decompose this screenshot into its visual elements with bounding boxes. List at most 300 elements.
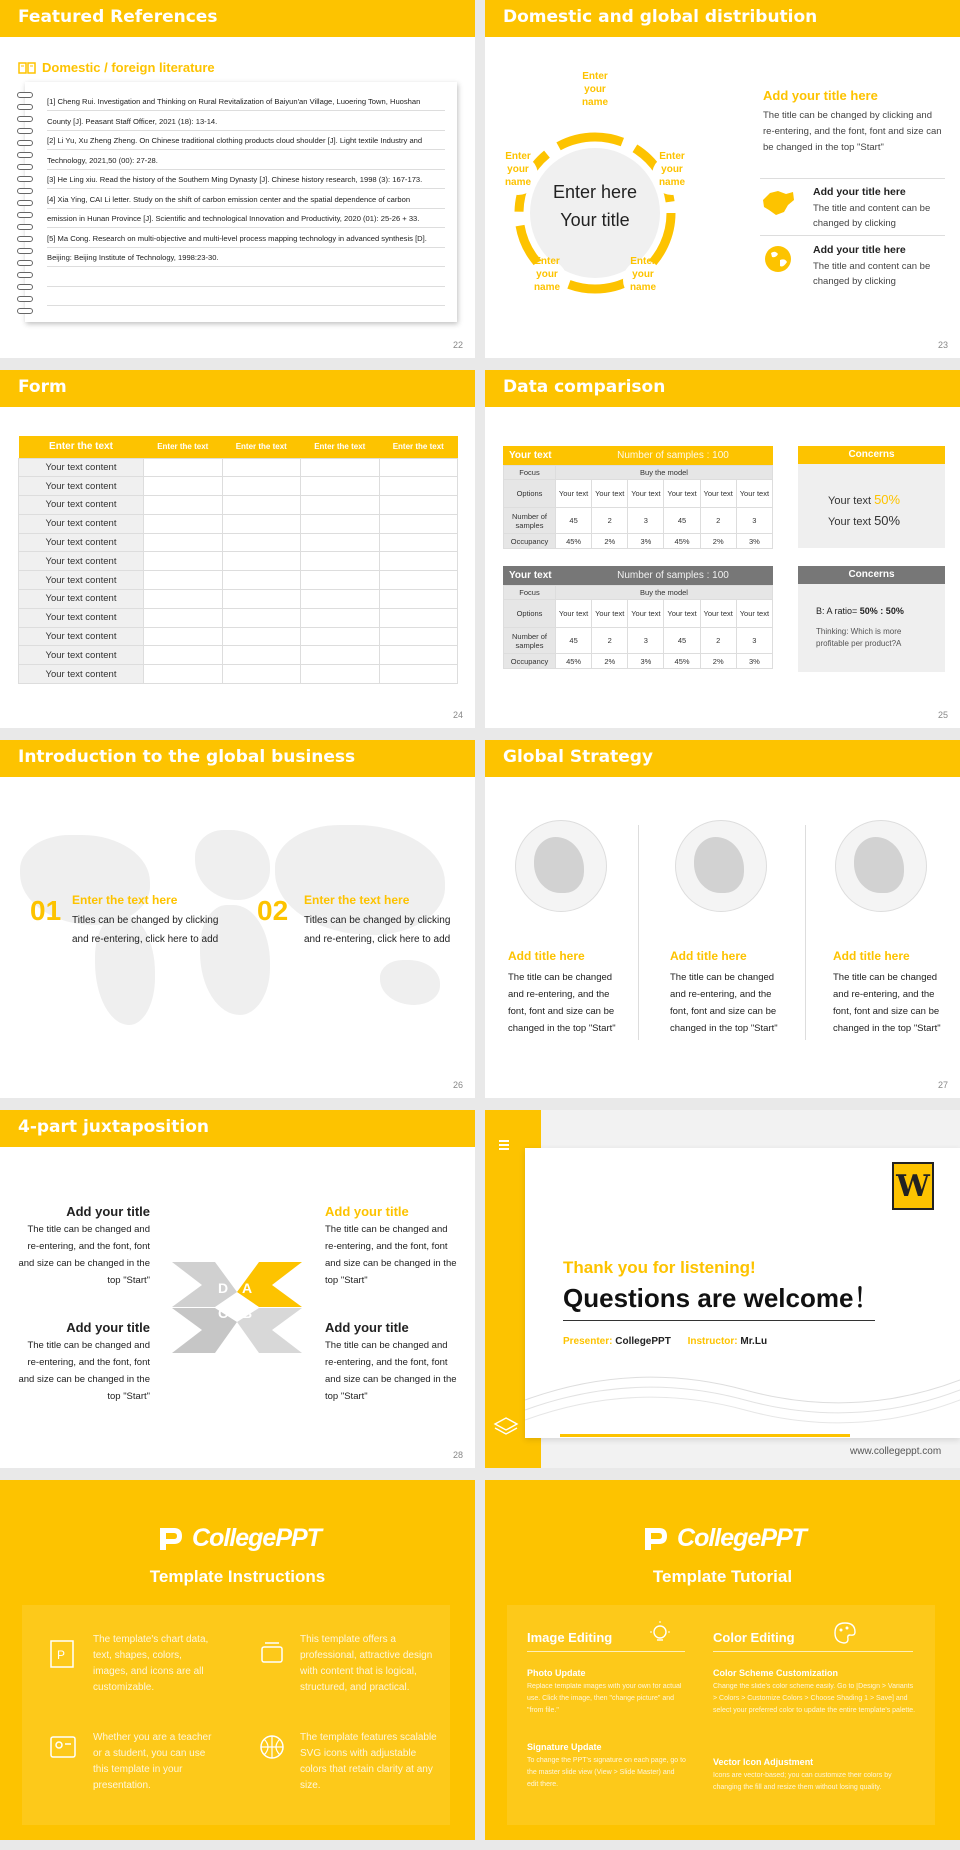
row-label-cell[interactable]: Your text content bbox=[19, 665, 144, 684]
data-cell: 2% bbox=[700, 534, 736, 549]
page-number: 23 bbox=[937, 340, 948, 350]
data-cell: Focus bbox=[504, 466, 556, 480]
row-label-cell[interactable]: Your text content bbox=[19, 608, 144, 627]
center-line-1: Enter here bbox=[552, 182, 638, 202]
reference-line bbox=[47, 287, 445, 306]
table-cell[interactable] bbox=[144, 496, 223, 515]
table-cell[interactable] bbox=[379, 477, 458, 496]
page-number: 28 bbox=[452, 1450, 463, 1460]
cycle-node-word: your bbox=[584, 84, 606, 95]
spiral-ring bbox=[17, 236, 33, 242]
column-header: Enter the text bbox=[222, 436, 301, 458]
ratio-value: 50% : 50% bbox=[859, 606, 904, 616]
col-1-title: Add title here bbox=[508, 949, 585, 963]
divider bbox=[527, 1651, 685, 1652]
letter-b: B bbox=[242, 1305, 253, 1321]
data-cell: 2% bbox=[700, 654, 736, 669]
mesh-wave-decoration bbox=[525, 1340, 960, 1435]
menu-icon bbox=[499, 1140, 509, 1142]
table-cell[interactable] bbox=[301, 627, 380, 646]
table-cell[interactable] bbox=[144, 665, 223, 684]
concerns-card-2 bbox=[798, 566, 945, 672]
globe-image bbox=[515, 820, 607, 912]
spiral-ring bbox=[17, 152, 33, 158]
palette-icon bbox=[832, 1620, 858, 1646]
table-cell[interactable] bbox=[222, 665, 301, 684]
instructor-label: Instructor: bbox=[687, 1336, 738, 1347]
table-row bbox=[19, 496, 458, 515]
data-cell: 45% bbox=[556, 654, 592, 669]
collegeppt-logo-icon bbox=[154, 1522, 186, 1554]
data-cell: 45 bbox=[664, 628, 700, 654]
reference-line: Beijing: Beijing Institute of Technology, 1998:23-30. bbox=[47, 248, 445, 267]
row-label-cell[interactable]: Your text content bbox=[19, 458, 144, 477]
spiral-ring bbox=[17, 140, 33, 146]
section-text: Replace template images with your own for actual use. Click the image, then "change picture" and "from file." bbox=[527, 1683, 682, 1714]
table-cell[interactable] bbox=[379, 646, 458, 665]
data-table bbox=[503, 585, 773, 669]
table-cell[interactable] bbox=[301, 458, 380, 477]
cycle-node bbox=[618, 255, 668, 294]
cycle-node-word: your bbox=[507, 164, 529, 175]
item-1-desc: The title and content can be changed by clicking bbox=[813, 203, 931, 229]
table-cell[interactable] bbox=[144, 571, 223, 590]
table-cell[interactable] bbox=[222, 608, 301, 627]
globe-image bbox=[675, 820, 767, 912]
cycle-node-word: name bbox=[658, 177, 686, 188]
data-cell: 3% bbox=[736, 534, 772, 549]
slide-title: Featured References bbox=[0, 0, 475, 37]
data-cell: 2% bbox=[592, 654, 628, 669]
table-cell[interactable] bbox=[222, 646, 301, 665]
table-cell[interactable] bbox=[379, 590, 458, 609]
sample-count: Number of samples : 100 bbox=[617, 450, 729, 461]
divider bbox=[760, 178, 945, 179]
table-row bbox=[19, 571, 458, 590]
data-cell: Your text bbox=[556, 480, 592, 508]
data-cell: Occupancy bbox=[504, 534, 556, 549]
spiral-ring bbox=[17, 92, 33, 98]
spiral-ring bbox=[17, 212, 33, 218]
collegeppt-logo-icon bbox=[639, 1522, 671, 1554]
data-cell: Buy the model bbox=[556, 586, 773, 600]
data-table-label: Your text bbox=[509, 570, 552, 581]
instructor-name: Mr.Lu bbox=[740, 1336, 768, 1347]
concern-value-1: 50% bbox=[874, 492, 901, 507]
reference-paper bbox=[25, 82, 457, 322]
slide-26[interactable] bbox=[0, 740, 475, 1098]
column-header: Enter the text bbox=[19, 436, 144, 458]
table-cell[interactable] bbox=[301, 477, 380, 496]
concern-label-1: Your text bbox=[828, 495, 872, 507]
item-1-desc: The title can be changed and re-entering, and the font, font and size can be changed in the top "Start" bbox=[18, 1224, 150, 1286]
spiral-ring bbox=[17, 188, 33, 194]
lightbulb-icon bbox=[647, 1620, 673, 1648]
data-cell: Options bbox=[504, 600, 556, 628]
cycle-node-word: your bbox=[536, 269, 558, 280]
column-header: Enter the text bbox=[144, 436, 223, 458]
ratio-row bbox=[816, 606, 904, 616]
table-row bbox=[19, 514, 458, 533]
item-3-desc: The title can be changed and re-entering, and the font, font and size can be changed in the top "Start" bbox=[18, 1340, 150, 1402]
table-row bbox=[19, 552, 458, 571]
cycle-node-word: name bbox=[533, 282, 561, 293]
cycle-node-word: your bbox=[661, 164, 683, 175]
color-scheme-section bbox=[713, 1668, 918, 1717]
section-title: Photo Update bbox=[527, 1668, 586, 1678]
table-cell[interactable] bbox=[301, 514, 380, 533]
spiral-ring bbox=[17, 284, 33, 290]
form-table bbox=[18, 436, 458, 684]
divider bbox=[638, 825, 639, 1040]
spiral-ring bbox=[17, 164, 33, 170]
data-cell: 45 bbox=[556, 508, 592, 534]
book-icon bbox=[18, 62, 36, 74]
table-cell[interactable] bbox=[144, 552, 223, 571]
table-row bbox=[19, 477, 458, 496]
w-logo: W bbox=[892, 1162, 934, 1210]
concern-label-2: Your text bbox=[828, 516, 872, 528]
table-cell[interactable] bbox=[379, 514, 458, 533]
right-title: Add your title here bbox=[763, 88, 878, 103]
concerns-title: Concerns bbox=[798, 566, 945, 584]
data-cell: 3 bbox=[628, 508, 664, 534]
table-cell[interactable] bbox=[301, 665, 380, 684]
divider bbox=[713, 1651, 913, 1652]
questions-text: Questions are welcome！ bbox=[563, 1283, 880, 1313]
basketball-icon bbox=[258, 1733, 286, 1761]
table-cell[interactable] bbox=[301, 533, 380, 552]
section-text: To change the PPT's signature on each page, go to the master slide view (View > Slide Master) and edit there. bbox=[527, 1757, 686, 1788]
presenter-row bbox=[563, 1336, 767, 1347]
row-label-cell[interactable]: Your text content bbox=[19, 477, 144, 496]
item-1-number: 01 bbox=[30, 895, 62, 926]
data-cell: 3 bbox=[736, 628, 772, 654]
data-cell: 3 bbox=[628, 628, 664, 654]
reference-line: [5] Ma Cong. Research on multi-objective and multi-level process mapping technology in advanced synthesis [D]. bbox=[47, 229, 445, 248]
cycle-node-word: Enter bbox=[534, 256, 560, 267]
instruction-1: The template's chart data, text, shapes, colors, images, and icons are all customizable. bbox=[93, 1634, 209, 1693]
reference-line: [4] Xia Ying, CAI Li letter. Study on the shift of carbon emission center and the spatial dependence of carbon bbox=[47, 190, 445, 209]
table-row bbox=[19, 608, 458, 627]
table-row bbox=[19, 458, 458, 477]
item-2-title: Enter the text here bbox=[304, 893, 410, 907]
presenter-name: CollegePPT bbox=[615, 1336, 671, 1347]
x-shape-graphic bbox=[170, 1260, 305, 1355]
table-row bbox=[19, 627, 458, 646]
spiral-ring bbox=[17, 260, 33, 266]
page-number: 24 bbox=[452, 710, 463, 720]
column-header: Enter the text bbox=[379, 436, 458, 458]
item-2-desc: The title can be changed and re-entering, and the font, font and size can be changed in the top "Start" bbox=[325, 1224, 457, 1286]
section-title: Color Scheme Customization bbox=[713, 1668, 839, 1678]
col-3-desc: The title can be changed and re-entering, and the font, font and size can be changed in the top "Start" bbox=[833, 972, 941, 1034]
item-2-title: Add your title here bbox=[813, 244, 906, 256]
letter-d: D bbox=[218, 1280, 229, 1296]
data-cell: 3% bbox=[736, 654, 772, 669]
table-cell[interactable] bbox=[301, 496, 380, 515]
template-title: Template Instructions bbox=[149, 1567, 326, 1586]
slide-22[interactable] bbox=[0, 0, 475, 358]
cycle-node-word: name bbox=[581, 97, 609, 108]
subtitle: Domestic / foreign literature bbox=[42, 60, 215, 75]
item-4 bbox=[325, 1320, 460, 1405]
row-label-cell[interactable]: Your text content bbox=[19, 627, 144, 646]
concern-value-2: 50% bbox=[874, 513, 901, 528]
color-editing-title: Color Editing bbox=[713, 1630, 795, 1645]
divider bbox=[805, 825, 806, 1040]
item-1-title: Add your title here bbox=[813, 186, 906, 198]
item-4-desc: The title can be changed and re-entering, and the font, font and size can be changed in the top "Start" bbox=[325, 1340, 457, 1402]
table-cell[interactable] bbox=[222, 477, 301, 496]
table-cell[interactable] bbox=[144, 608, 223, 627]
table-cell[interactable] bbox=[144, 477, 223, 496]
slide-title: Form bbox=[0, 370, 475, 407]
center-title bbox=[535, 178, 655, 234]
slide-29[interactable] bbox=[485, 1110, 960, 1468]
user-card-icon bbox=[48, 1733, 78, 1761]
reference-line: Technology, 2021,50 (00): 27-28. bbox=[47, 151, 445, 170]
subtitle-row bbox=[18, 60, 215, 75]
cycle-node-word: Enter bbox=[505, 151, 531, 162]
data-cell: 2 bbox=[592, 628, 628, 654]
data-cell: Your text bbox=[664, 600, 700, 628]
thanks-text: Thank you for listening! bbox=[563, 1258, 756, 1277]
presenter-label: Presenter: bbox=[563, 1336, 613, 1347]
slide-27[interactable] bbox=[485, 740, 960, 1098]
table-row bbox=[19, 533, 458, 552]
table-cell[interactable] bbox=[301, 646, 380, 665]
concerns-title: Concerns bbox=[798, 446, 945, 464]
item-1-title: Enter the text here bbox=[72, 893, 178, 907]
data-cell: Your text bbox=[736, 600, 772, 628]
table-cell[interactable] bbox=[144, 590, 223, 609]
concerns-values bbox=[828, 490, 900, 532]
yellow-bottom-line bbox=[560, 1434, 850, 1437]
table-cell[interactable] bbox=[379, 627, 458, 646]
slide-title: Introduction to the global business bbox=[0, 740, 475, 777]
reference-line: [3] He Ling xiu. Read the history of the Southern Ming Dynasty [J]. Chinese history research, 1998 (3): 167-173. bbox=[47, 170, 445, 189]
data-cell: 45% bbox=[664, 534, 700, 549]
globe-image bbox=[835, 820, 927, 912]
data-cell: 45 bbox=[556, 628, 592, 654]
col-1-desc: The title can be changed and re-entering, and the font, font and size can be changed in the top "Start" bbox=[508, 972, 616, 1034]
center-line-2: Your title bbox=[560, 210, 630, 230]
table-cell[interactable] bbox=[222, 552, 301, 571]
row-label-cell[interactable]: Your text content bbox=[19, 571, 144, 590]
item-2-number: 02 bbox=[257, 895, 289, 926]
row-label-cell[interactable]: Your text content bbox=[19, 514, 144, 533]
data-cell: Buy the model bbox=[556, 466, 773, 480]
data-cell: 3 bbox=[736, 508, 772, 534]
brand-name: CollegePPT bbox=[677, 1523, 806, 1552]
table-cell[interactable] bbox=[222, 627, 301, 646]
spiral-ring bbox=[17, 248, 33, 254]
data-cell: Your text bbox=[556, 600, 592, 628]
spiral-ring bbox=[17, 224, 33, 230]
globe-icon bbox=[763, 244, 793, 274]
reference-line: [2] Li Yu, Xu Zheng Zheng. On Chinese traditional clothing products cloud shoulder [J]. Light textile Industry and bbox=[47, 131, 445, 150]
table-cell[interactable] bbox=[222, 533, 301, 552]
item-4-title: Add your title bbox=[325, 1320, 409, 1335]
data-table-header bbox=[503, 446, 773, 465]
page-number: 26 bbox=[452, 1080, 463, 1090]
slide-title: 4-part juxtaposition bbox=[0, 1110, 475, 1147]
table-cell[interactable] bbox=[379, 458, 458, 477]
concerns-card-1 bbox=[798, 446, 945, 548]
reference-line: County [J]. Peasant Staff Officer, 2021 (18): 13-14. bbox=[47, 112, 445, 131]
slide-24[interactable] bbox=[0, 370, 475, 728]
brand-name: CollegePPT bbox=[192, 1523, 321, 1552]
reference-line: [1] Cheng Rui. Investigation and Thinking on Rural Revitalization of Baiyun'an Village, Luoering Town, Huoshan bbox=[47, 92, 445, 111]
reference-line bbox=[47, 268, 445, 287]
cycle-node-word: Enter bbox=[630, 256, 656, 267]
china-map-icon bbox=[760, 188, 796, 218]
photo-update-section bbox=[527, 1668, 687, 1717]
data-cell: 45 bbox=[664, 508, 700, 534]
spiral-ring bbox=[17, 116, 33, 122]
data-cell: 3% bbox=[628, 654, 664, 669]
cycle-node bbox=[647, 150, 697, 189]
cycle-node bbox=[522, 255, 572, 294]
data-cell: Your text bbox=[664, 480, 700, 508]
data-cell: 45% bbox=[556, 534, 592, 549]
data-cell: Your text bbox=[700, 600, 736, 628]
item-1-desc: Titles can be changed by clicking and re-entering, click here to add bbox=[72, 915, 219, 945]
cycle-node bbox=[570, 70, 620, 109]
row-label-cell[interactable]: Your text content bbox=[19, 496, 144, 515]
data-cell: 3% bbox=[628, 534, 664, 549]
section-title: Vector Icon Adjustment bbox=[713, 1757, 814, 1767]
table-row bbox=[19, 590, 458, 609]
table-cell[interactable] bbox=[144, 514, 223, 533]
data-cell: Number of samples bbox=[504, 628, 556, 654]
table-cell[interactable] bbox=[301, 552, 380, 571]
image-editing-title: Image Editing bbox=[527, 1630, 613, 1645]
spiral-ring bbox=[17, 308, 33, 314]
item-2-desc: The title and content can be changed by clicking bbox=[813, 261, 931, 287]
cycle-node-word: name bbox=[504, 177, 532, 188]
cycle-node-word: name bbox=[629, 282, 657, 293]
row-label-cell[interactable]: Your text content bbox=[19, 590, 144, 609]
svg-text:P: P bbox=[57, 1648, 66, 1662]
instruction-2: This template offers a professional, attractive design with content that is logical, structured, and practical. bbox=[300, 1634, 433, 1693]
item-3 bbox=[15, 1320, 150, 1405]
spiral-ring bbox=[17, 104, 33, 110]
cycle-node-word: Enter bbox=[659, 151, 685, 162]
signature-update-section bbox=[527, 1742, 687, 1791]
spiral-ring bbox=[17, 272, 33, 278]
data-cell: 2 bbox=[700, 628, 736, 654]
data-cell: Options bbox=[504, 480, 556, 508]
thinking-text: Thinking: Which is more profitable per product?A bbox=[816, 627, 902, 648]
row-label-cell[interactable]: Your text content bbox=[19, 552, 144, 571]
template-title: Template Tutorial bbox=[652, 1567, 793, 1586]
letter-c: C bbox=[218, 1305, 229, 1321]
table-row bbox=[19, 665, 458, 684]
data-cell: Your text bbox=[628, 480, 664, 508]
instruction-3: Whether you are a teacher or a student, you can use this template in your presentation. bbox=[93, 1732, 212, 1791]
data-table-label: Your text bbox=[509, 450, 552, 461]
table-cell[interactable] bbox=[222, 571, 301, 590]
table-cell[interactable] bbox=[379, 496, 458, 515]
table-cell[interactable] bbox=[379, 533, 458, 552]
table-cell[interactable] bbox=[379, 665, 458, 684]
data-cell: Your text bbox=[736, 480, 772, 508]
table-cell[interactable] bbox=[301, 571, 380, 590]
data-cell: Focus bbox=[504, 586, 556, 600]
table-cell[interactable] bbox=[222, 458, 301, 477]
table-cell[interactable] bbox=[144, 646, 223, 665]
data-cell: Your text bbox=[700, 480, 736, 508]
spiral-ring bbox=[17, 200, 33, 206]
section-text: Change the slide's color scheme easily. Go to [Design > Variants > Colors > Customize Colors > Choose Shading 1 > Save] and select your preferred color to update the entire template's palette. bbox=[713, 1683, 916, 1714]
item-1-title: Add your title bbox=[66, 1204, 150, 1219]
sample-count: Number of samples : 100 bbox=[617, 570, 729, 581]
slide-30[interactable] bbox=[0, 1480, 475, 1840]
data-cell: 45% bbox=[664, 654, 700, 669]
pptx-icon bbox=[48, 1638, 76, 1670]
data-cell: Occupancy bbox=[504, 654, 556, 669]
table-cell[interactable] bbox=[301, 608, 380, 627]
page-number: 22 bbox=[452, 340, 463, 350]
data-cell: Your text bbox=[592, 600, 628, 628]
table-cell[interactable] bbox=[222, 590, 301, 609]
table-cell[interactable] bbox=[379, 608, 458, 627]
table-cell[interactable] bbox=[222, 496, 301, 515]
col-2-title: Add title here bbox=[670, 949, 747, 963]
slide-31[interactable] bbox=[485, 1480, 960, 1840]
website-text: www.collegeppt.com bbox=[850, 1446, 942, 1457]
reference-line: emission in Hunan Province [J]. Scientific and technological Innovation and Productivity, 2020 (01): 25-26 + 33. bbox=[47, 209, 445, 228]
ratio-label: B: A ratio= bbox=[816, 606, 858, 616]
data-table-header bbox=[503, 566, 773, 585]
slide-25[interactable] bbox=[485, 370, 960, 728]
slide-title: Data comparison bbox=[485, 370, 960, 407]
title-underline bbox=[563, 1320, 875, 1321]
col-2-desc: The title can be changed and re-entering, and the font, font and size can be changed in the top "Start" bbox=[670, 972, 778, 1034]
data-cell: Your text bbox=[628, 600, 664, 628]
item-2-desc: Titles can be changed by clicking and re-entering, click here to add bbox=[304, 915, 451, 945]
table-cell[interactable] bbox=[144, 533, 223, 552]
data-cell: 2 bbox=[700, 508, 736, 534]
slide-23[interactable] bbox=[485, 0, 960, 358]
letter-a: A bbox=[242, 1280, 253, 1296]
table-cell[interactable] bbox=[379, 571, 458, 590]
table-cell[interactable] bbox=[301, 590, 380, 609]
data-cell: 2 bbox=[592, 508, 628, 534]
right-desc: The title can be changed by clicking and re-entering, and the font, font and size can be changed in the top "Start" bbox=[763, 110, 942, 153]
data-cell: Your text bbox=[592, 480, 628, 508]
slide-28[interactable] bbox=[0, 1110, 475, 1468]
row-label-cell[interactable]: Your text content bbox=[19, 646, 144, 665]
section-text: Icons are vector-based; you can customize their colors by changing the fill and resize them without losing quality. bbox=[713, 1772, 892, 1791]
cycle-node-word: Enter bbox=[582, 71, 608, 82]
item-2-title: Add your title bbox=[325, 1204, 409, 1219]
row-label-cell[interactable]: Your text content bbox=[19, 533, 144, 552]
layers-icon bbox=[258, 1638, 286, 1666]
table-cell[interactable] bbox=[144, 458, 223, 477]
instruction-4: The template features scalable SVG icons with adjustable colors that retain clarity at any size. bbox=[300, 1732, 437, 1791]
table-cell[interactable] bbox=[379, 552, 458, 571]
cycle-node-word: your bbox=[632, 269, 654, 280]
col-3-title: Add title here bbox=[833, 949, 910, 963]
page-number: 27 bbox=[937, 1080, 948, 1090]
brand-logo bbox=[0, 1522, 475, 1554]
table-row bbox=[19, 646, 458, 665]
table-cell[interactable] bbox=[222, 514, 301, 533]
table-cell[interactable] bbox=[144, 627, 223, 646]
